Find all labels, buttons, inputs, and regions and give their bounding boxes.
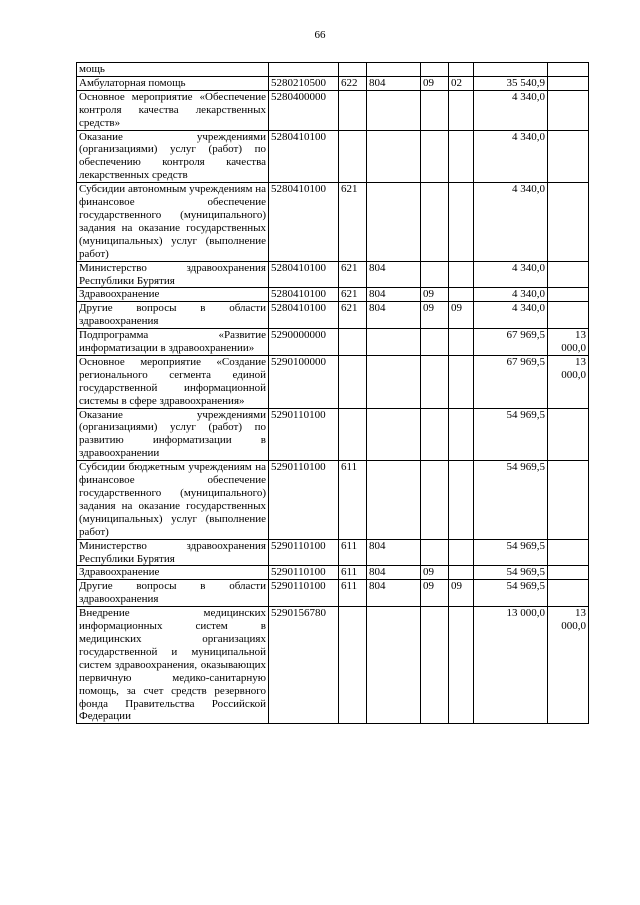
expense-type-cell <box>339 63 367 77</box>
federal-amount-cell: 13 000,0 <box>548 329 589 356</box>
subsection-cell <box>449 408 474 461</box>
federal-amount-cell <box>548 63 589 77</box>
target-code-cell: 5290156780 <box>269 607 339 724</box>
row-description: Субсидии бюджетным учреждениям на финансовое обеспечение государственного (муниципального) задания на оказание государственных (муниципальных) услуг (выполнение работ) <box>77 461 269 539</box>
section-cell: 09 <box>421 566 449 580</box>
federal-amount-cell <box>548 408 589 461</box>
department-cell <box>367 130 421 183</box>
amount-cell: 13 000,0 <box>474 607 548 724</box>
target-code-cell: 5290110100 <box>269 580 339 607</box>
expense-type-cell <box>339 329 367 356</box>
table-row <box>77 76 589 90</box>
row-description: Основное мероприятие «Создание регионального сегмента единой государственной информационной системы в сфере здравоохранения» <box>77 355 269 408</box>
subsection-cell <box>449 90 474 130</box>
federal-amount-cell <box>548 183 589 261</box>
department-cell <box>367 607 421 724</box>
department-cell: 804 <box>367 566 421 580</box>
row-description: Субсидии автономным учреждениям на финансовое обеспечение государственного (муниципального) задания на оказание государственных (муниципальных) услуг (выполнение работ) <box>77 183 269 261</box>
federal-amount-cell <box>548 580 589 607</box>
federal-amount-cell <box>548 302 589 329</box>
expense-type-cell <box>339 408 367 461</box>
federal-amount-cell <box>548 130 589 183</box>
section-cell <box>421 355 449 408</box>
expense-type-cell: 611 <box>339 539 367 566</box>
page-number: 66 <box>314 29 326 41</box>
row-description: Амбулаторная помощь <box>77 76 269 90</box>
budget-table <box>76 62 589 724</box>
table-row <box>77 261 589 288</box>
subsection-cell <box>449 539 474 566</box>
subsection-cell <box>449 183 474 261</box>
row-description: Основное мероприятие «Обеспечение контроля качества лекарственных средств» <box>77 90 269 130</box>
subsection-cell: 09 <box>449 580 474 607</box>
row-description: Оказание учреждениями (организациями) услуг (работ) по развитию информатизации в здравоохранении <box>77 408 269 461</box>
expense-type-cell: 611 <box>339 566 367 580</box>
subsection-cell <box>449 329 474 356</box>
section-cell <box>421 408 449 461</box>
expense-type-cell <box>339 607 367 724</box>
department-cell <box>367 329 421 356</box>
federal-amount-cell <box>548 288 589 302</box>
row-description: Министерство здравоохранения Республики Бурятия <box>77 539 269 566</box>
subsection-cell: 02 <box>449 76 474 90</box>
amount-cell <box>474 63 548 77</box>
amount-cell: 4 340,0 <box>474 130 548 183</box>
federal-amount-cell <box>548 261 589 288</box>
amount-cell: 35 540,9 <box>474 76 548 90</box>
amount-cell: 54 969,5 <box>474 408 548 461</box>
subsection-cell <box>449 461 474 539</box>
expense-type-cell: 621 <box>339 288 367 302</box>
table-row <box>77 580 589 607</box>
section-cell: 09 <box>421 76 449 90</box>
section-cell <box>421 90 449 130</box>
expense-type-cell: 621 <box>339 261 367 288</box>
department-cell: 804 <box>367 302 421 329</box>
table-row <box>77 355 589 408</box>
section-cell: 09 <box>421 302 449 329</box>
target-code-cell: 5280400000 <box>269 90 339 130</box>
target-code-cell <box>269 63 339 77</box>
row-description: Другие вопросы в области здравоохранения <box>77 580 269 607</box>
amount-cell: 4 340,0 <box>474 90 548 130</box>
expense-type-cell: 611 <box>339 580 367 607</box>
row-description: Здравоохранение <box>77 288 269 302</box>
table-row <box>77 408 589 461</box>
table-row <box>77 566 589 580</box>
target-code-cell: 5290000000 <box>269 329 339 356</box>
table-row <box>77 130 589 183</box>
table-row <box>77 90 589 130</box>
expense-type-cell <box>339 90 367 130</box>
row-description: Подпрограмма «Развитие информатизации в здравоохранении» <box>77 329 269 356</box>
federal-amount-cell <box>548 461 589 539</box>
target-code-cell: 5280210500 <box>269 76 339 90</box>
expense-type-cell <box>339 130 367 183</box>
subsection-cell <box>449 261 474 288</box>
table-row <box>77 329 589 356</box>
subsection-cell <box>449 63 474 77</box>
federal-amount-cell <box>548 76 589 90</box>
department-cell <box>367 183 421 261</box>
table-row <box>77 63 589 77</box>
target-code-cell: 5280410100 <box>269 183 339 261</box>
department-cell <box>367 461 421 539</box>
amount-cell: 4 340,0 <box>474 261 548 288</box>
amount-cell: 54 969,5 <box>474 539 548 566</box>
department-cell <box>367 408 421 461</box>
section-cell <box>421 461 449 539</box>
department-cell: 804 <box>367 288 421 302</box>
expense-type-cell: 611 <box>339 461 367 539</box>
table-row <box>77 461 589 539</box>
expense-type-cell: 621 <box>339 302 367 329</box>
expense-type-cell: 621 <box>339 183 367 261</box>
section-cell: 09 <box>421 580 449 607</box>
target-code-cell: 5290110100 <box>269 566 339 580</box>
section-cell <box>421 539 449 566</box>
target-code-cell: 5290110100 <box>269 539 339 566</box>
target-code-cell: 5280410100 <box>269 302 339 329</box>
target-code-cell: 5290110100 <box>269 461 339 539</box>
amount-cell: 54 969,5 <box>474 580 548 607</box>
department-cell: 804 <box>367 76 421 90</box>
department-cell: 804 <box>367 539 421 566</box>
subsection-cell <box>449 566 474 580</box>
row-description: Внедрение медицинских информационных систем в медицинских организациях государственной и муниципальной систем здравоохранения, оказывающих первичную медико-санитарную помощь, за счет средств резервного фонда Правительства Российской Федерации <box>77 607 269 724</box>
row-description: Министерство здравоохранения Республики Бурятия <box>77 261 269 288</box>
expense-type-cell: 622 <box>339 76 367 90</box>
section-cell <box>421 607 449 724</box>
target-code-cell: 5280410100 <box>269 261 339 288</box>
section-cell <box>421 130 449 183</box>
subsection-cell <box>449 355 474 408</box>
amount-cell: 4 340,0 <box>474 302 548 329</box>
section-cell <box>421 329 449 356</box>
federal-amount-cell: 13 000,0 <box>548 607 589 724</box>
federal-amount-cell: 13 000,0 <box>548 355 589 408</box>
department-cell: 804 <box>367 261 421 288</box>
row-description: мощь <box>77 63 269 77</box>
section-cell <box>421 63 449 77</box>
department-cell: 804 <box>367 580 421 607</box>
amount-cell: 4 340,0 <box>474 288 548 302</box>
table-row <box>77 183 589 261</box>
row-description: Здравоохранение <box>77 566 269 580</box>
table-row <box>77 302 589 329</box>
subsection-cell <box>449 607 474 724</box>
target-code-cell: 5280410100 <box>269 288 339 302</box>
department-cell <box>367 90 421 130</box>
subsection-cell <box>449 288 474 302</box>
amount-cell: 67 969,5 <box>474 355 548 408</box>
table-row <box>77 539 589 566</box>
section-cell: 09 <box>421 288 449 302</box>
row-description: Оказание учреждениями (организациями) услуг (работ) по обеспечению контроля качества лекарственных средств <box>77 130 269 183</box>
row-description: Другие вопросы в области здравоохранения <box>77 302 269 329</box>
target-code-cell: 5290100000 <box>269 355 339 408</box>
section-cell <box>421 183 449 261</box>
expense-type-cell <box>339 355 367 408</box>
section-cell <box>421 261 449 288</box>
target-code-cell: 5290110100 <box>269 408 339 461</box>
subsection-cell <box>449 130 474 183</box>
federal-amount-cell <box>548 90 589 130</box>
federal-amount-cell <box>548 566 589 580</box>
amount-cell: 4 340,0 <box>474 183 548 261</box>
department-cell <box>367 355 421 408</box>
federal-amount-cell <box>548 539 589 566</box>
department-cell <box>367 63 421 77</box>
target-code-cell: 5280410100 <box>269 130 339 183</box>
amount-cell: 54 969,5 <box>474 461 548 539</box>
table-row <box>77 607 589 724</box>
subsection-cell: 09 <box>449 302 474 329</box>
amount-cell: 54 969,5 <box>474 566 548 580</box>
table-row <box>77 288 589 302</box>
amount-cell: 67 969,5 <box>474 329 548 356</box>
